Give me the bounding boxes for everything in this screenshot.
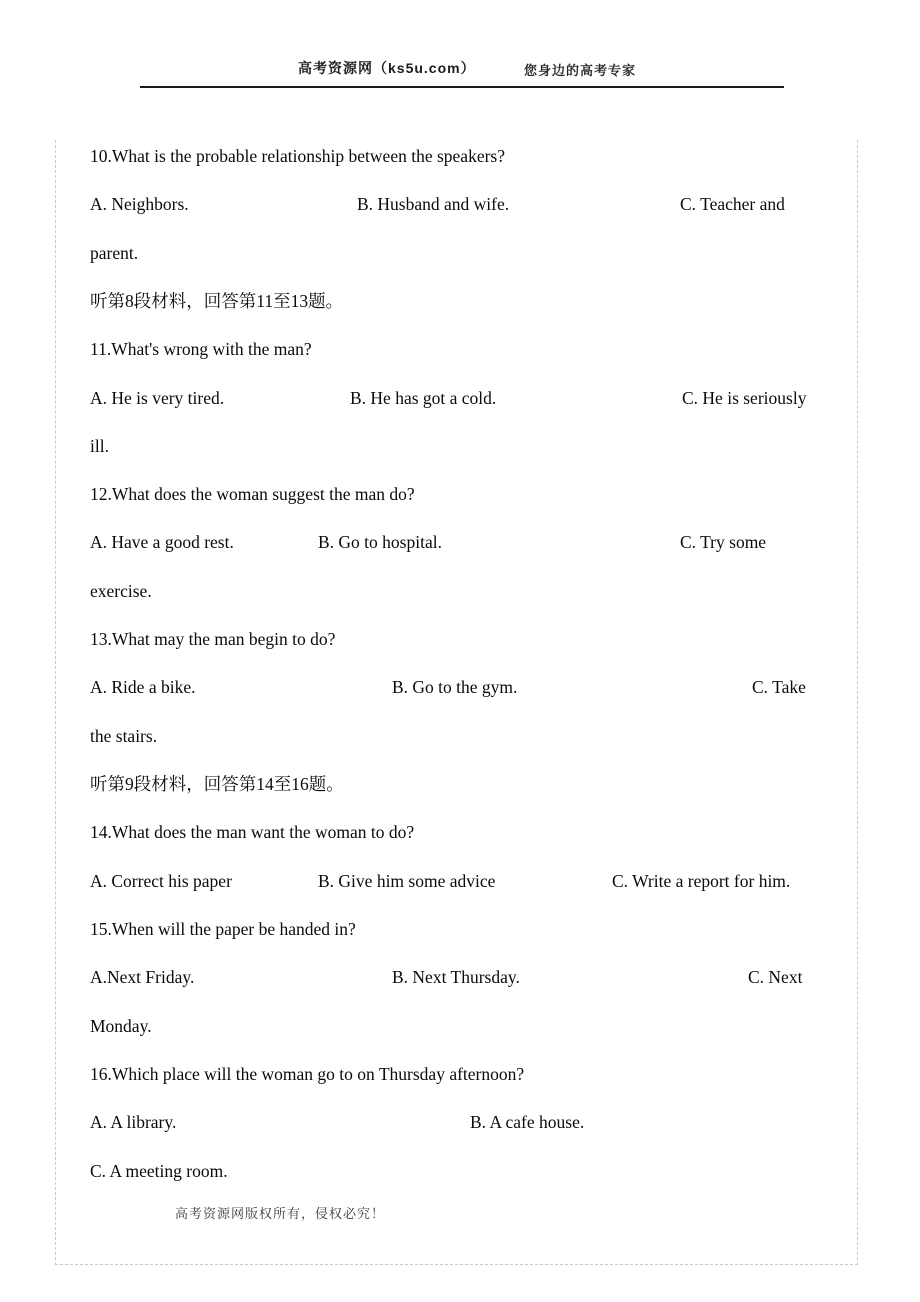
option-b: B. He has got a cold. <box>350 388 497 408</box>
question-text: 13.What may the man begin to do? <box>90 629 336 649</box>
option-c: C. A meeting room. <box>90 1161 228 1181</box>
header-slogan: 您身边的高考专家 <box>524 63 637 78</box>
option-a: A. Correct his paper <box>90 871 232 891</box>
question-text: 10.What is the probable relationship between the speakers? <box>90 146 505 166</box>
text-line <box>0 724 920 752</box>
text-line <box>0 144 920 172</box>
question-text: 15.When will the paper be handed in? <box>90 919 356 939</box>
text-line <box>0 820 920 848</box>
text-line <box>0 1110 920 1138</box>
option-b: B. Go to hospital. <box>318 532 442 552</box>
text-line <box>0 772 920 800</box>
question-text: 11.What's wrong with the man? <box>90 339 312 359</box>
option-c: C. Take <box>752 677 806 697</box>
option-a: A. Ride a bike. <box>90 677 196 697</box>
option-b: B. Give him some advice <box>318 871 496 891</box>
option-c-continuation: the stairs. <box>90 726 158 746</box>
text-line <box>0 965 920 993</box>
text-line <box>0 386 920 414</box>
option-a: A. He is very tired. <box>90 388 225 408</box>
option-c: C. Next <box>748 967 803 987</box>
question-text: 14.What does the man want the woman to do? <box>90 822 415 842</box>
option-b: B. Next Thursday. <box>392 967 520 987</box>
option-c: C. Try some <box>680 532 767 552</box>
option-a: A. Have a good rest. <box>90 532 234 552</box>
text-line <box>0 1159 920 1187</box>
text-line <box>0 337 920 365</box>
option-c: C. Write a report for him. <box>612 871 791 891</box>
text-line <box>0 241 920 269</box>
text-line <box>0 869 920 897</box>
text-line <box>0 530 920 558</box>
option-c-continuation: parent. <box>90 243 139 263</box>
question-text: 12.What does the woman suggest the man do? <box>90 484 415 504</box>
option-b: B. Go to the gym. <box>392 677 518 697</box>
text-line <box>0 1062 920 1090</box>
text-line <box>0 579 920 607</box>
text-line <box>0 289 920 317</box>
option-a: A.Next Friday. <box>90 967 195 987</box>
option-c: C. He is seriously <box>682 388 807 408</box>
option-b: B. A cafe house. <box>470 1112 585 1132</box>
text-line <box>0 192 920 220</box>
question-text: 16.Which place will the woman go to on Thursday afternoon? <box>90 1064 525 1084</box>
text-line <box>0 627 920 655</box>
site-logo-text: 高考资源网（ks5u.com） <box>298 60 476 76</box>
option-c-continuation: Monday. <box>90 1016 152 1036</box>
text-line <box>0 434 920 462</box>
option-c-continuation: exercise. <box>90 581 152 601</box>
option-a: A. Neighbors. <box>90 194 189 214</box>
footer-copyright: 高考资源网版权所有，侵权必究！ <box>175 1206 386 1221</box>
option-a: A. A library. <box>90 1112 177 1132</box>
option-c-continuation: ill. <box>90 436 109 456</box>
text-line <box>0 482 920 510</box>
option-b: B. Husband and wife. <box>357 194 510 214</box>
header-divider <box>140 86 784 88</box>
text-line <box>0 1014 920 1042</box>
section-instruction: 听第9段材料，回答第14至16题。 <box>90 774 344 794</box>
section-instruction: 听第8段材料，回答第11至13题。 <box>90 291 344 311</box>
text-line <box>0 917 920 945</box>
option-c: C. Teacher and <box>680 194 785 214</box>
text-line <box>0 675 920 703</box>
